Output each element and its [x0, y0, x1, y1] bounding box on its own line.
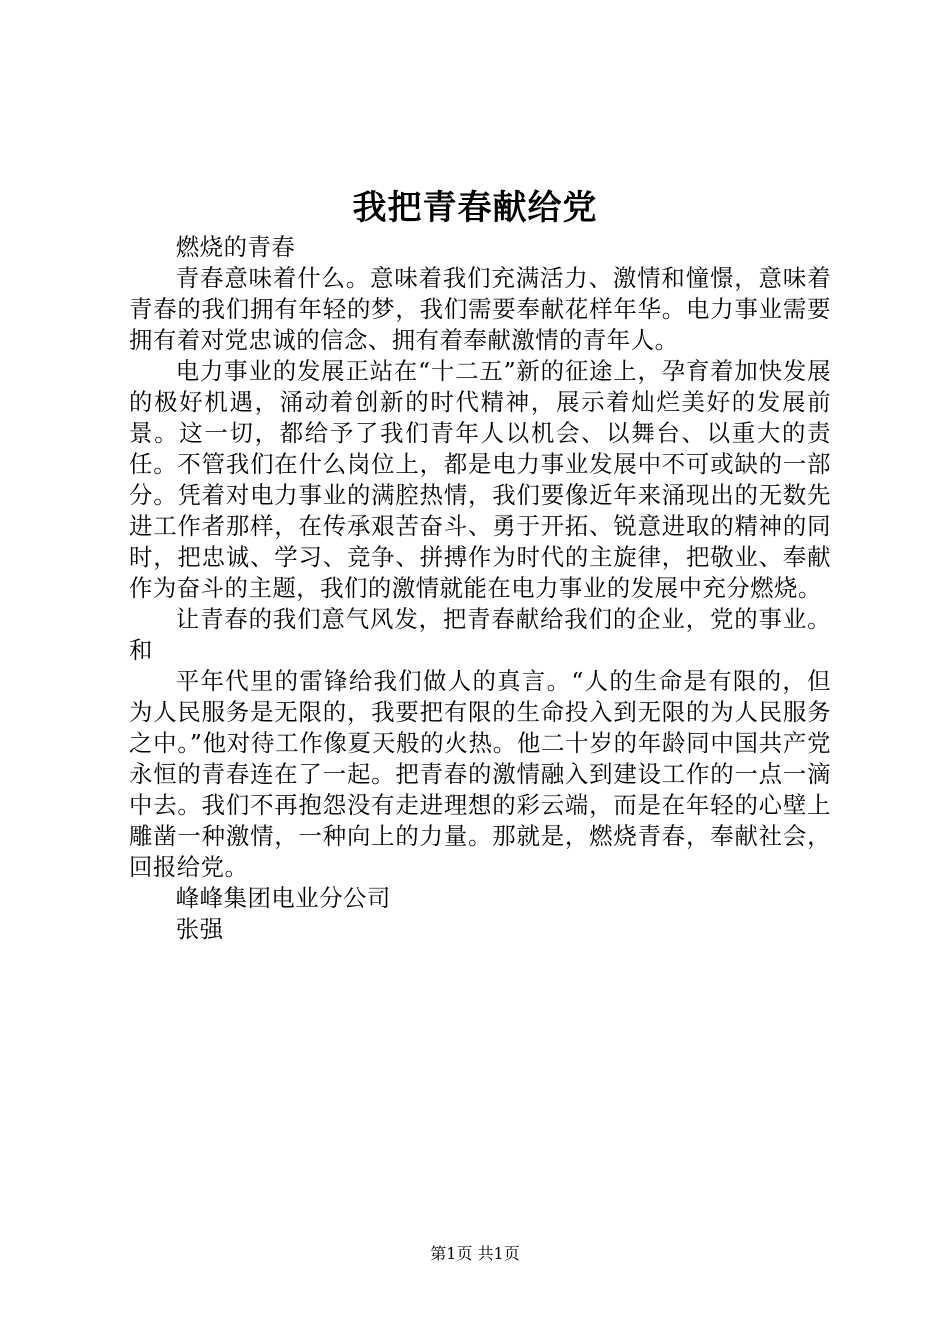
page-number-footer: 第1页 共1页: [430, 1244, 520, 1263]
body-paragraph: 青春意味着什么。意味着我们充满活力、激情和憧憬，意味着青春的我们拥有年轻的梦，我们需要奉献花样年华。电力事业需要拥有着对党忠诚的信念、拥有着奉献激情的青年人。: [129, 264, 831, 354]
author-name: 张强: [175, 915, 224, 943]
subtitle-paragraph: 燃烧的青春: [175, 233, 296, 261]
body-paragraph: 让青春的我们意气风发，把青春献给我们的企业，党的事业。和: [129, 605, 831, 664]
body-paragraph: 平年代里的雷锋给我们做人的真言。“人的生命是有限的，但为人民服务是无限的，我要把有限的生命投入到无限的为人民服务之中。”他对待工作像夏天般的火热。他二十岁的年龄同中国共产党永恒的青春连在了一起。把青春的激情融入到建设工作的一点一滴中去。我们不再抱怨没有走进理想的彩云端，而是在年轻的心壁上雕凿一种激情，一种向上的力量。那就是，燃烧青春，奉献社会，回报给党。: [129, 667, 831, 881]
document-title: 我把青春献给党: [352, 188, 598, 228]
document-body: [129, 232, 831, 945]
body-paragraph: 电力事业的发展正站在“十二五”新的征途上，孕育着加快发展的极好机遇，涌动着创新的时代精神，展示着灿烂美好的发展前景。这一切，都给予了我们青年人以机会、以舞台、以重大的责任。不管我们在什么岗位上，都是电力事业发展中不可或缺的一部分。凭着对电力事业的满腔热情，我们要像近年来涌现出的无数先进工作者那样，在传承艰苦奋斗、勇于开拓、锐意进取的精神的同时，把忠诚、学习、竞争、拼搏作为时代的主旋律，把敬业、奉献作为奋斗的主题，我们的激情就能在电力事业的发展中充分燃烧。: [129, 357, 831, 602]
author-organization: 峰峰集团电业分公司: [175, 884, 391, 912]
